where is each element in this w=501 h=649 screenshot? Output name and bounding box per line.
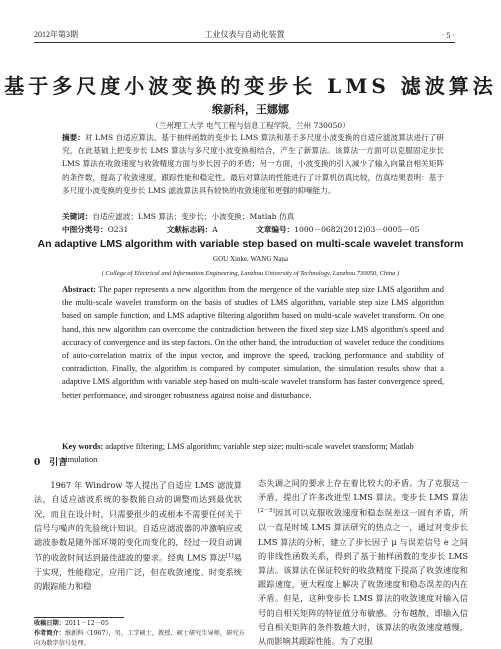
abstract-cn-text: 对 LMS 自适应算法、基于抽样函数的变步长 LMS 算法和基于多尺度小波变换的自适应滤波算法进行了研究，在此基础上把变步长 LMS 算法与多尺度小波变换相结合，产生了新算法。该算法一方面可以克服固定步长 LMS 算法在收敛速度与收敛精度方面与步长因子的矛盾；另一方面，小波变换的引入减少了输入向量自相关矩阵的条件数，提高了收敛速度，跟踪性能和稳定性。最后对算法的性能进行了计算机仿真比较，仿真结果表明：基于多尺度小波变换的变步长 LMS 滤波算法具有较快的收敛速度和更强的抑噪能力。 bbox=[62, 133, 444, 195]
author-bio-value: 缑新科（1967），男，工学硕士，教授，硕士研究生导师，研究方向为数字信号处理。 bbox=[34, 630, 245, 647]
affiliation-cn: （兰州理工大学 电气工程与信息工程学院，兰州 730050） bbox=[151, 121, 350, 130]
right-paragraph bbox=[258, 476, 468, 648]
abstract-cn-label: 摘要： bbox=[62, 133, 85, 142]
document-code bbox=[167, 225, 236, 234]
authors-en: GOU Xinke, WANG Nana bbox=[213, 255, 288, 263]
citation-ref: [1] bbox=[225, 553, 234, 560]
received-label: 收稿日期： bbox=[34, 620, 65, 627]
doc-value: A bbox=[212, 225, 218, 234]
clc-code bbox=[62, 225, 146, 234]
classification-row bbox=[62, 224, 444, 235]
keywords-cn bbox=[62, 211, 444, 222]
authors-cn: 缑新科，王娜娜 bbox=[212, 103, 289, 116]
page-header bbox=[34, 26, 455, 43]
clc-value: O231 bbox=[107, 225, 129, 234]
keywords-cn-label: 关键词： bbox=[62, 212, 93, 221]
received-date bbox=[34, 619, 246, 629]
paper-title-cn: 基于多尺度小波变换的变步长 LMS 滤波算法 bbox=[4, 74, 497, 98]
body-column-left bbox=[34, 456, 242, 594]
journal-name: 工业仪表与自动化装置 bbox=[204, 30, 285, 39]
intro-text: 1967 年 Windrow 等人提出了自适应 LMS 滤波算法，自适应滤波系统的参数能自动的调整而达到最优状况，而且在设计时，只需要很少的或根本不需要任何关于信号与噪声的先验统计知识。自适应滤波器的冲激响应或滤波参数是随外部环境的变化而变化的，经过一段自动调节的收敛时间达到最佳滤波的要求。经典 LMS 算法 bbox=[34, 480, 242, 563]
right-text-end: 因其可以克服收敛速度和稳态误差这一固有矛盾，所以一直是时域 LMS 算法研究的热点之一，通过对变步长 LMS 算法的分析，建立了步长因子 μ 与误差信号 e 之间的非线性函数关系，得到了基于抽样函数的变步长 LMS 算法。该算法在保证较好的收敛精度下提高了收敛速度和跟踪速度，更大程度上解决了收敛速度和稳态误差的内在矛盾。但是，这种变步长 LMS 算法的收敛速度对输入信号的自相关矩阵的特征值分布敏感。分布越散，即输入信号自相关矩阵的条件数越大时，该算法的收敛速度越慢，从而影响其跟踪性能。为了克服 bbox=[258, 508, 468, 646]
abstract-cn bbox=[62, 131, 444, 197]
paper-title-en: An adaptive LMS algorithm with variable step based on multi-scale wavelet transform bbox=[37, 238, 464, 250]
abstract-en-label: Abstract: bbox=[62, 285, 96, 294]
body-column-right bbox=[258, 476, 468, 648]
keywords-cn-text: 自适应滤波；LMS 算法；变步长；小波变换；Matlab 仿真 bbox=[92, 212, 295, 221]
intro-paragraph bbox=[34, 478, 242, 593]
footnote-divider bbox=[34, 617, 124, 618]
right-text-start: 态失调之间的要求上存在着比较大的矛盾。为了克服这一矛盾，提出了许多改进型 LMS 算法。变步长 LMS 算法 bbox=[258, 478, 468, 503]
footnotes bbox=[34, 619, 246, 649]
citation-ref: [2－5] bbox=[258, 508, 275, 515]
article-label: 文章编号： bbox=[256, 225, 295, 234]
author-bio bbox=[34, 629, 246, 649]
section-title: 0 引言 bbox=[34, 458, 68, 468]
received-value: 2011－12－05 bbox=[64, 620, 109, 627]
article-value: 1000－0682(2012)03－0005－05 bbox=[294, 225, 420, 234]
keywords-en-text: adaptive filtering; LMS algorithm; variable step size; multi-scale wavelet transform; Matlab simulation bbox=[62, 442, 414, 465]
abstract-en-text: The paper represents a new algorithm from the mergence of the variable step size LMS algorithm and the multi-scale wavelet transform on the basis of studies of LMS algorithm, variable step size LMS algorithm based on sample function, and LMS adaptive filtering algorithm based on multi-scale wavelet transform. On one hand, this new algorithm can overcome the contradiction between the fixed step size LMS algorithm's speed and accuracy of convergence and its step factors. On the other hand, the introduction of wavelet reduce the conditions of auto-correlation matrix of the input vector, and improve the speed, tracking performance and stability of contradiction. Finally, the algorithm is compared by computer simulation, the simulation results show that a adaptive LMS algorithm with variable step based on multi-scale wavelet transform has faster convergence speed, better performance, and stronger robustness against noise and disturbance. bbox=[62, 285, 444, 400]
page-number: · 5 · bbox=[441, 31, 455, 40]
keywords-en-label: Key words: bbox=[62, 442, 104, 451]
article-number bbox=[256, 225, 437, 234]
clc-label: 中图分类号： bbox=[62, 225, 108, 234]
doc-label: 文献标志码： bbox=[166, 225, 213, 234]
abstract-en bbox=[62, 283, 444, 402]
author-bio-label: 作者简介： bbox=[34, 630, 65, 637]
intro-text-end: 易于实现，性能稳定，应用广泛，但在收敛速度、时变系统的跟踪能力和稳 bbox=[34, 552, 242, 592]
affiliation-en: ( College of Electrical and Information Engineering, Lanzhou University of Technology, Lanzhou 730050, China ) bbox=[101, 270, 400, 277]
issue-label: 2012年第3期 bbox=[34, 30, 78, 39]
